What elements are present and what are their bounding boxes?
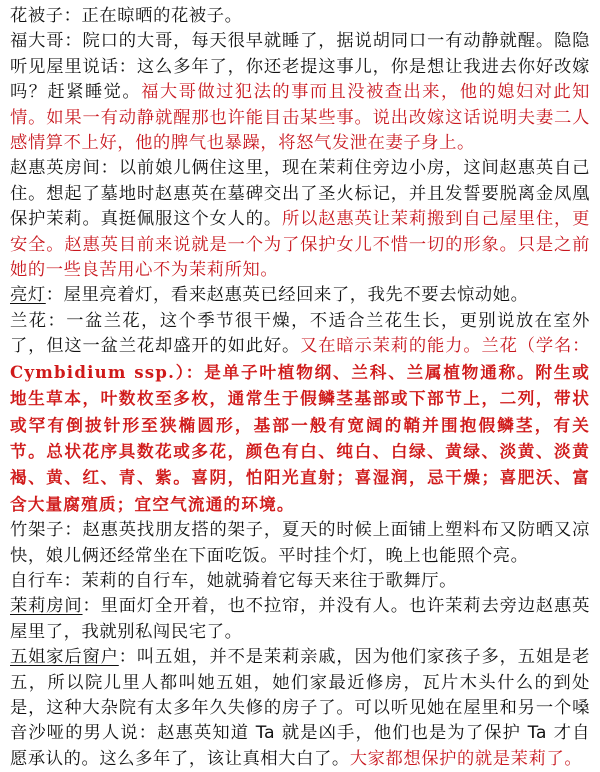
entry-label: 福大哥 (10, 31, 65, 52)
analysis-note: 福大哥做过犯法的事而且没被查出来，他的媳妇对此知情。如果一有动静就醒那也许能目击某些事。说出改嫁这话说明夫妻二人感情算不上好，他的脾气也暴躁，将怒气发泄在妻子身上。 (10, 82, 591, 154)
entry-text: ：一盆兰花，这个季节很干燥，不适合兰花生长，更别说放在室外了，但这一盆兰花却盛开的如此好。 (10, 310, 591, 357)
analysis-note: 又在暗示茉莉的能力。兰花（学名： (300, 336, 590, 357)
entry-moli-room (10, 594, 590, 645)
entry-text: ：茉莉的自行车，她就骑着它每天来往于歌舞厅。 (63, 570, 458, 591)
entry-label-underlined: 茉莉房间 (10, 596, 83, 617)
entry-text: ：正在晾晒的花被子。 (63, 6, 243, 26)
entry-label: 自行车 (10, 570, 64, 591)
entry-text: ：屋里亮着灯，看来赵惠英已经回来了，我先不要去惊动她。 (45, 285, 529, 306)
entry-text: ：里面灯全开着，也不拉帘，并没有人。也许茉莉去旁边赵惠英屋里了，我就别私闯民宅了。 (10, 596, 590, 642)
entry-label: 竹架子 (10, 520, 65, 541)
entry-light-on (10, 283, 590, 308)
analysis-note: 大家都想保护的就是茉莉了。 (349, 748, 583, 769)
entry-label: 花被子 (10, 6, 64, 26)
entry-text: ：院口的大哥，每天很早就睡了，据说胡同口一有动静就醒。隐隐听见屋里说话：这么多年了，你还老提这事儿，你是想让我进去你好改嫁吗？赶紧睡觉。 (10, 31, 590, 103)
orchid-encyclopedia-note: Cymbidium ssp.）：是单子叶植物纲、兰科、兰属植物通称。附生或地生草本，叶数枚至多枚，通常生于假鳞茎基部或下部节上，二列，带状或罕有倒披针形至狭椭圆形，基部一般有宽阔的鞘并围抱假鳞茎，有关节。总状花序具数花或多花，颜色有白、纯白、白绿、黄绿、淡黄、淡黄褐、黄、红、青、紫。喜阴，怕阳光直射；喜湿润，忌干燥；喜肥沃、富含大量腐殖质；宜空气流通的环境。 (10, 361, 590, 514)
analysis-note: 所以赵惠英让茉莉搬到自己屋里住，更安全。赵惠英目前来说就是一个为了保护女儿不惜一切的形象。只是之前她的一些良苦用心不为茉莉所知。 (10, 209, 590, 281)
entry-label-underlined: 亮灯 (10, 285, 46, 306)
entry-label-underlined: 五姐家后窗户 (10, 647, 119, 668)
entry-label: 兰花 (10, 310, 48, 331)
entry-bicycle (10, 569, 590, 594)
entry-flower-quilt (10, 4, 590, 29)
entry-orchid (10, 309, 590, 518)
entry-brother-fu (10, 29, 590, 156)
entry-text: ：赵惠英找朋友搭的架子，夏天的时候上面铺上塑料布又防晒又凉快，娘儿俩还经常坐在下面吃饭。平时挂个灯，晚上也能照个亮。 (10, 520, 590, 566)
entry-text: ：以前娘儿俩住这里，现在茉莉住旁边小房，这间赵惠英自己住。想起了墓地时赵惠英在墓碑交出了圣火标记，并且发誓要脱离金凤凰保护茉莉。真挺佩服这个女人的。 (10, 158, 590, 230)
entry-zhao-huiying-room (10, 156, 590, 283)
entry-wujie-back-window (10, 645, 590, 772)
entry-text: ：叫五姐，并不是茉莉亲戚，因为他们家孩子多，五姐是老五，所以院儿里人都叫她五姐，她们家最近修房，瓦片木头什么的到处是，这种大杂院有太多年久失修的房子了。可以听见她在屋里和另一个嗓音沙哑的男人说：赵惠英知道 Ta 就是凶手，他们也是为了保护 Ta 才自愿承认的。这么多年了，该让真相大白了。 (10, 647, 590, 769)
entry-label: 赵惠英房间 (10, 158, 101, 179)
entry-bamboo-frame (10, 518, 590, 569)
